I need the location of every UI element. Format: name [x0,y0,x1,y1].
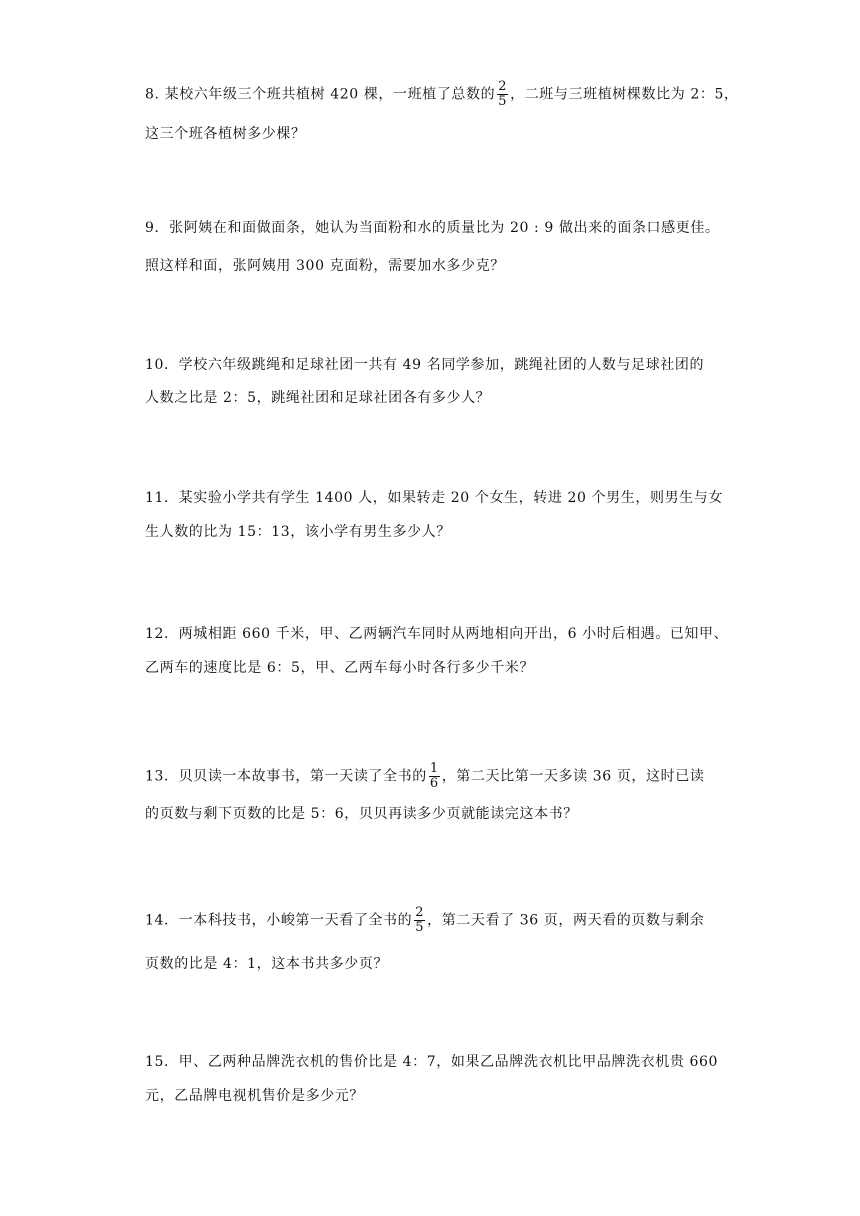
problem-8-line-1 [145,80,739,109]
problem-15-line-1: 15．甲、乙两种品牌洗衣机的售价比是 4：7，如果乙品牌洗衣机比甲品牌洗衣机贵 660 [145,1054,719,1070]
problem-13-fraction [429,762,440,791]
problem-10-line-2: 人数之比是 2：5，跳绳社团和足球社团各有多少人？ [145,390,491,406]
fraction-denominator: 5 [415,920,425,935]
problem-8-fraction [497,80,508,109]
problem-15-line-2: 元，乙品牌电视机售价是多少元？ [145,1088,364,1104]
problem-12-line-1: 12．两城相距 660 千米，甲、乙两辆汽车同时从两地相向开出，6 小时后相遇。已知甲、 [145,626,729,642]
problem-13-line-1 [145,762,704,791]
fraction-denominator: 5 [498,94,508,109]
problem-8-line-2: 这三个班各植树多少棵？ [145,126,306,142]
problem-14-text-after-fraction: ，第二天看了 36 页，两天看的页数与剩余 [427,912,705,929]
fraction-denominator: 6 [429,776,439,791]
problem-11-line-1: 11．某实验小学共有学生 1400 人，如果转走 20 个女生，转进 20 个男生，则男生与女 [145,490,723,506]
problem-12-line-2: 乙两车的速度比是 6：5，甲、乙两车每小时各行多少千米？ [145,660,535,676]
problem-9-line-2: 照这样和面，张阿姨用 300 克面粉，需要加水多少克？ [145,258,505,274]
problem-8-text-after-fraction: ，二班与三班植树棵数比为 2：5， [510,86,739,103]
fraction-numerator: 1 [429,761,439,776]
problem-13-text-before-fraction: 13．贝贝读一本故事书，第一天读了全书的 [145,768,427,785]
problem-14-fraction [414,906,425,935]
problem-13-text-after-fraction: ，第二天比第一天多读 36 页，这时已读 [441,768,705,785]
fraction-numerator: 2 [498,79,508,94]
problem-8-text-before-fraction: 8. 某校六年级三个班共植树 420 棵，一班植了总数的 [145,86,496,103]
problem-14-line-2: 页数的比是 4：1，这本书共多少页？ [145,956,389,972]
problem-10-line-1: 10．学校六年级跳绳和足球社团一共有 49 名同学参加，跳绳社团的人数与足球社团的 [145,357,705,373]
problem-13-line-2: 的页数与剩下页数的比是 5：6，贝贝再读多少页就能读完这本书？ [145,806,578,822]
problem-11-line-2: 生人数的比为 15：13，该小学有男生多少人？ [145,524,451,540]
problem-9-line-1: 9．张阿姨在和面做面条，她认为当面粉和水的质量比为 20 : 9 做出来的面条口感更佳。 [145,220,720,236]
problem-14-line-1 [145,906,704,935]
problem-14-text-before-fraction: 14．一本科技书，小峻第一天看了全书的 [145,912,413,929]
fraction-numerator: 2 [415,905,425,920]
